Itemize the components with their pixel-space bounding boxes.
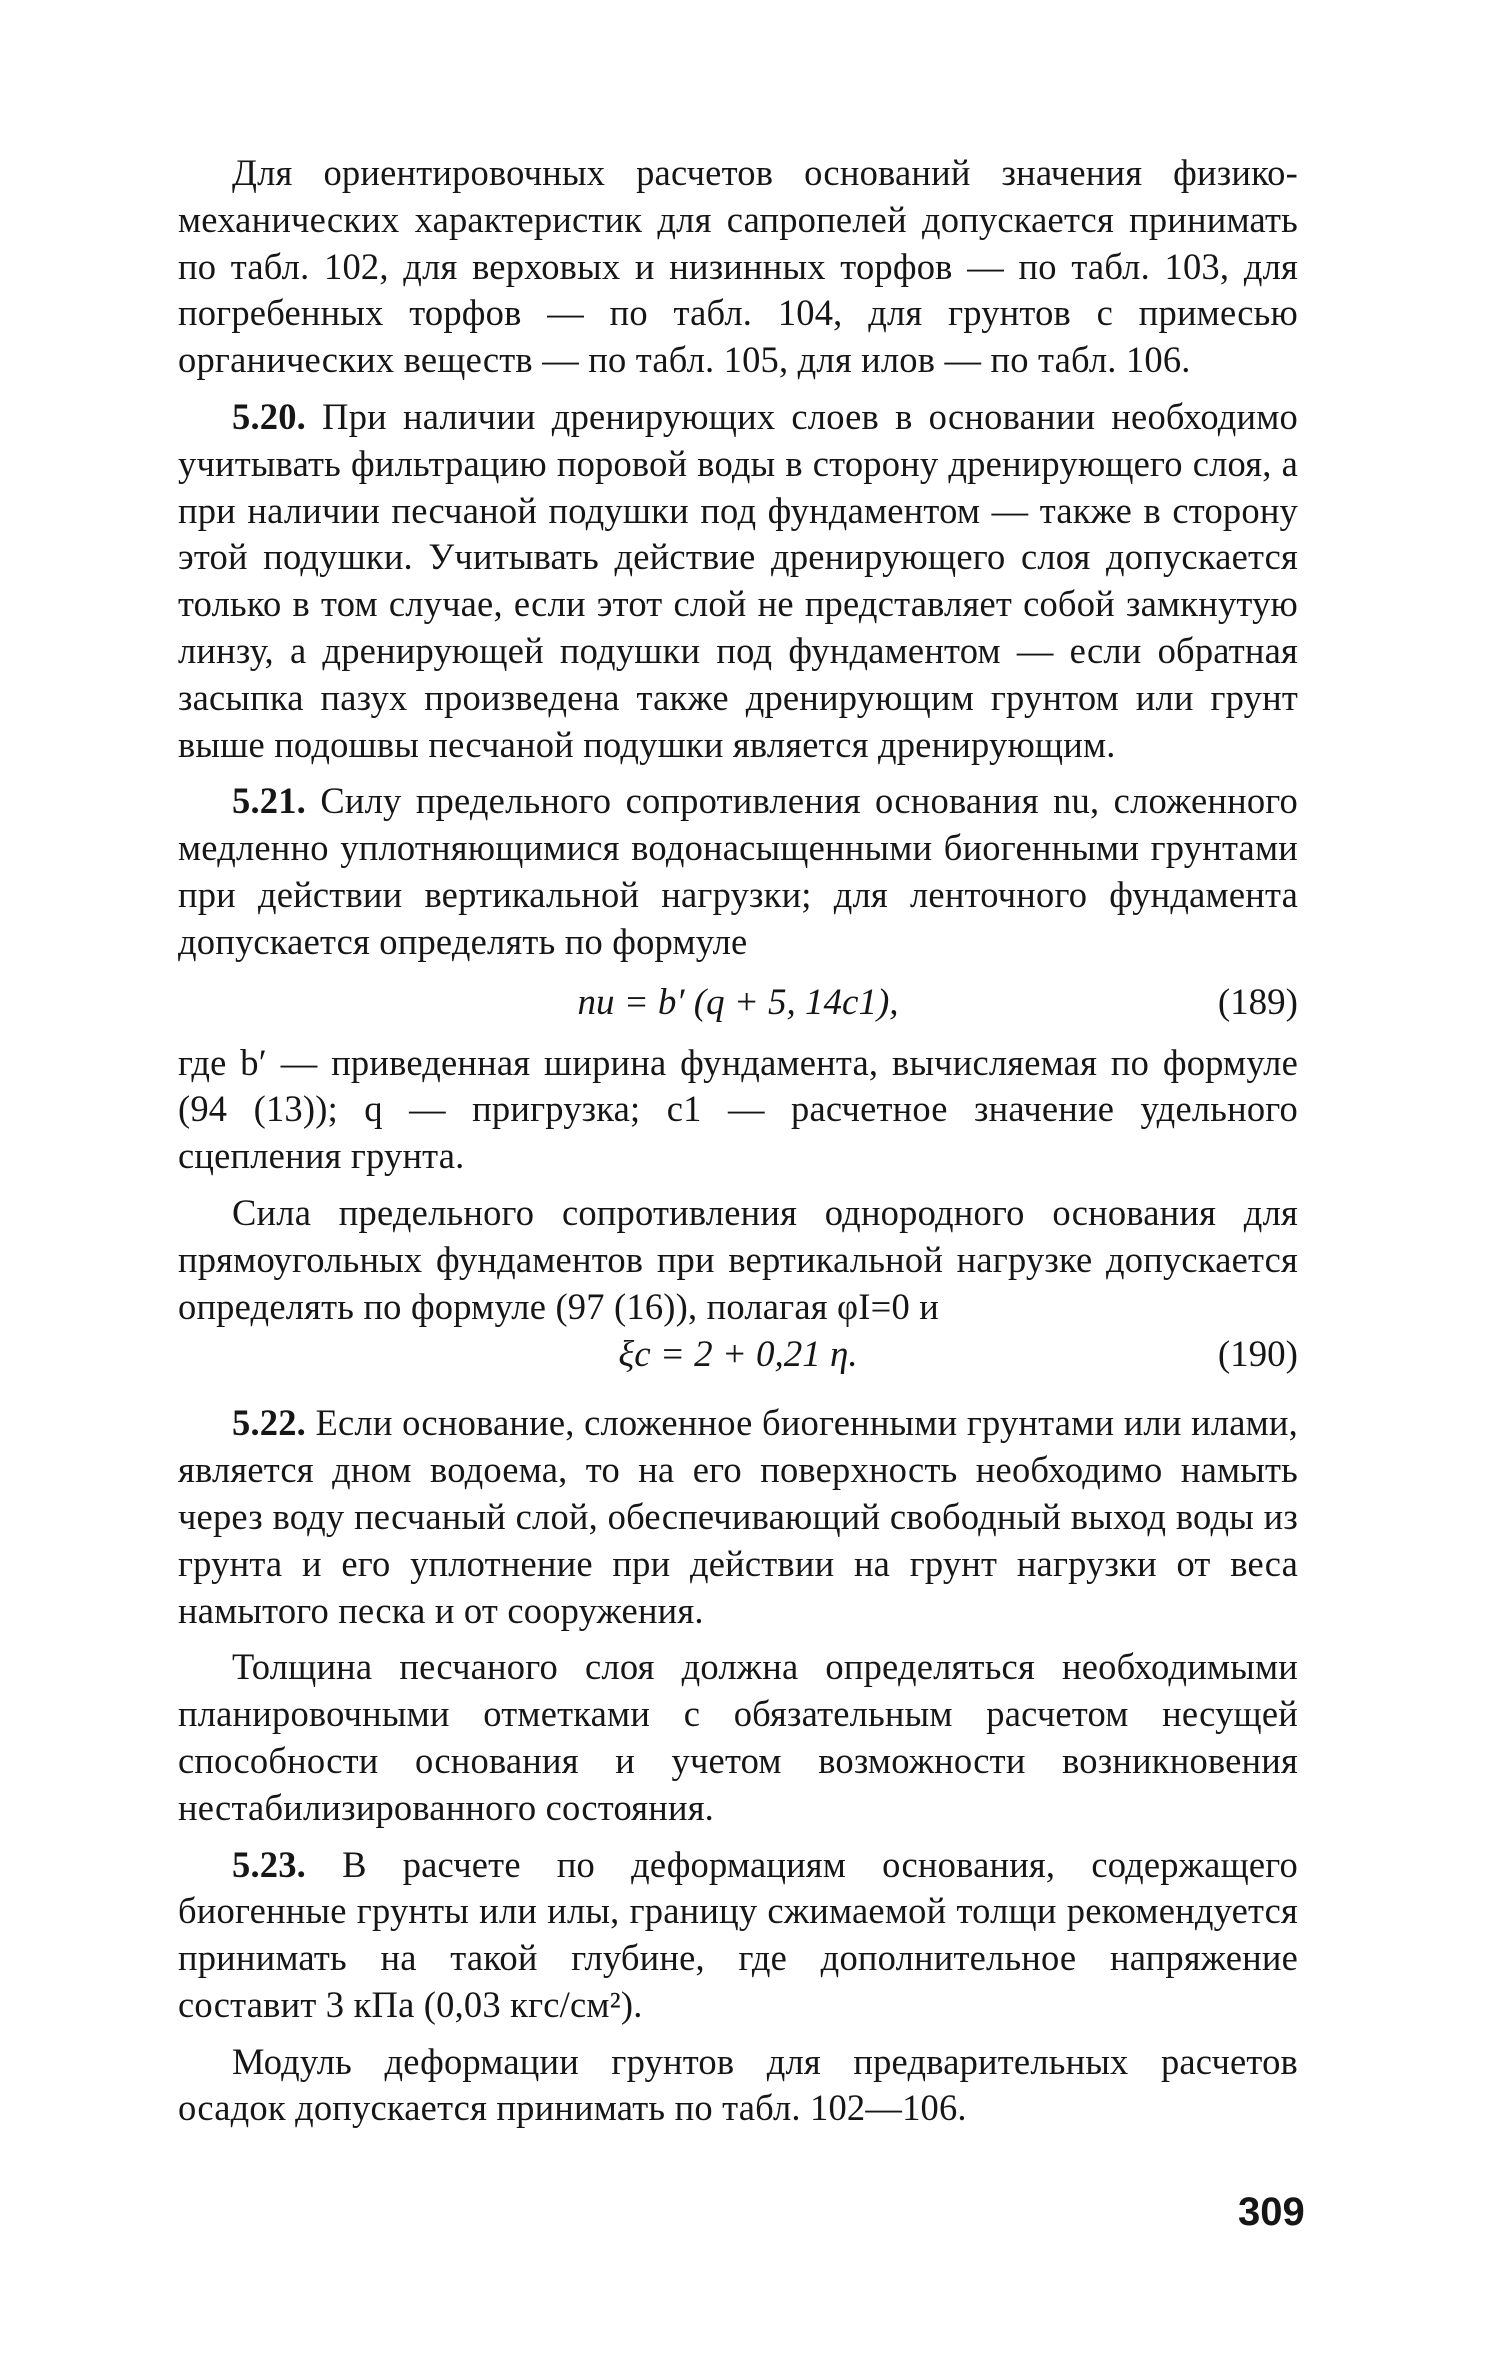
section-5-23-text: В расчете по деформациям основания, содержащего биогенные грунты или илы, границу сжимаемой толщи рекомендуется принимать на такой глубине, где дополнительное напряжение составит 3 кПа (0,03 кгс/см²). bbox=[178, 1843, 1298, 2025]
section-5-21-number: 5.21. bbox=[232, 780, 306, 822]
modulus-paragraph: Модуль деформации грунтов для предварительных расчетов осадок допускается принимать по табл. 102—106. bbox=[178, 2040, 1298, 2129]
section-5-23-number: 5.23. bbox=[232, 1843, 306, 1885]
section-5-23-paragraph bbox=[178, 1842, 1298, 2029]
document-page bbox=[178, 150, 1298, 2132]
section-5-22-text: Если основание, сложенное биогенными грунтами или илами, является дном водоема, то на его поверхность необходимо намыть через воду песчаный слой, обеспечивающий свободный выход воды из грунта и его уплотнение при действии на грунт нагрузки от веса намытого песка и от сооружения. bbox=[178, 1402, 1298, 1631]
formula-190 bbox=[178, 1330, 1298, 1386]
formula-190-number: (190) bbox=[1217, 1334, 1298, 1376]
intro-paragraph: Для ориентировочных расчетов оснований значения физико-механических характеристик для сапропелей допускается принимать по табл. 102, для верховых и низинных торфов — по табл. 103, для погребенных торфов — по табл. 104, для грунтов с примесью органических веществ — по табл. 105, для илов — по табл. 106. bbox=[178, 152, 1298, 381]
formula-189-expression: nu = b′ (q + 5, 14c1), bbox=[577, 981, 899, 1023]
section-5-21-text: Силу предельного сопротивления основания nu, сложенного медленно уплотняющимися водонасыщенными биогенными грунтами при действии вертикальной нагрузки; для ленточного фундамента допускается определять по формуле bbox=[178, 780, 1298, 962]
rectangular-foundation-paragraph: Сила предельного сопротивления однородного основания для прямоугольных фундаментов при вертикальной нагрузке допускается определять по формуле (97 (16)), полагая φI=0 и bbox=[178, 1191, 1298, 1327]
section-5-22-paragraph bbox=[178, 1400, 1298, 1634]
section-5-22-number: 5.22. bbox=[232, 1402, 306, 1444]
formula-190-expression: ξc = 2 + 0,21 η. bbox=[618, 1334, 858, 1376]
section-5-20-text: При наличии дренирующих слоев в основании необходимо учитывать фильтрацию поровой воды в сторону дренирующего слоя, а при наличии песчаной подушки под фундаментом — также в сторону этой подушки. Учитывать действие дренирующего слоя допускается только в том случае, если этот слой не представляет собой замкнутую линзу, а дренирующей подушки под фундаментом — если обратная засыпка пазух произведена также дренирующим грунтом или грунт выше подошвы песчаной подушки является дренирующим. bbox=[178, 395, 1298, 765]
formula-189-legend: где b′ — приведенная ширина фундамента, вычисляемая по формуле (94 (13)); q — пригрузка; c1 — расчетное значение удельного сцепления грунта. bbox=[178, 1041, 1298, 1177]
formula-189-number: (189) bbox=[1217, 981, 1298, 1023]
section-5-20-number: 5.20. bbox=[232, 395, 306, 437]
section-5-21-paragraph bbox=[178, 778, 1298, 965]
formula-189 bbox=[178, 966, 1298, 1040]
page-number: 309 bbox=[1238, 2190, 1305, 2234]
section-5-20-paragraph bbox=[178, 394, 1298, 768]
sand-layer-paragraph: Толщина песчаного слоя должна определяться необходимыми планировочными отметками с обязательным расчетом несущей способности основания и учетом возможности возникновения нестабилизированного состояния. bbox=[178, 1646, 1298, 1828]
